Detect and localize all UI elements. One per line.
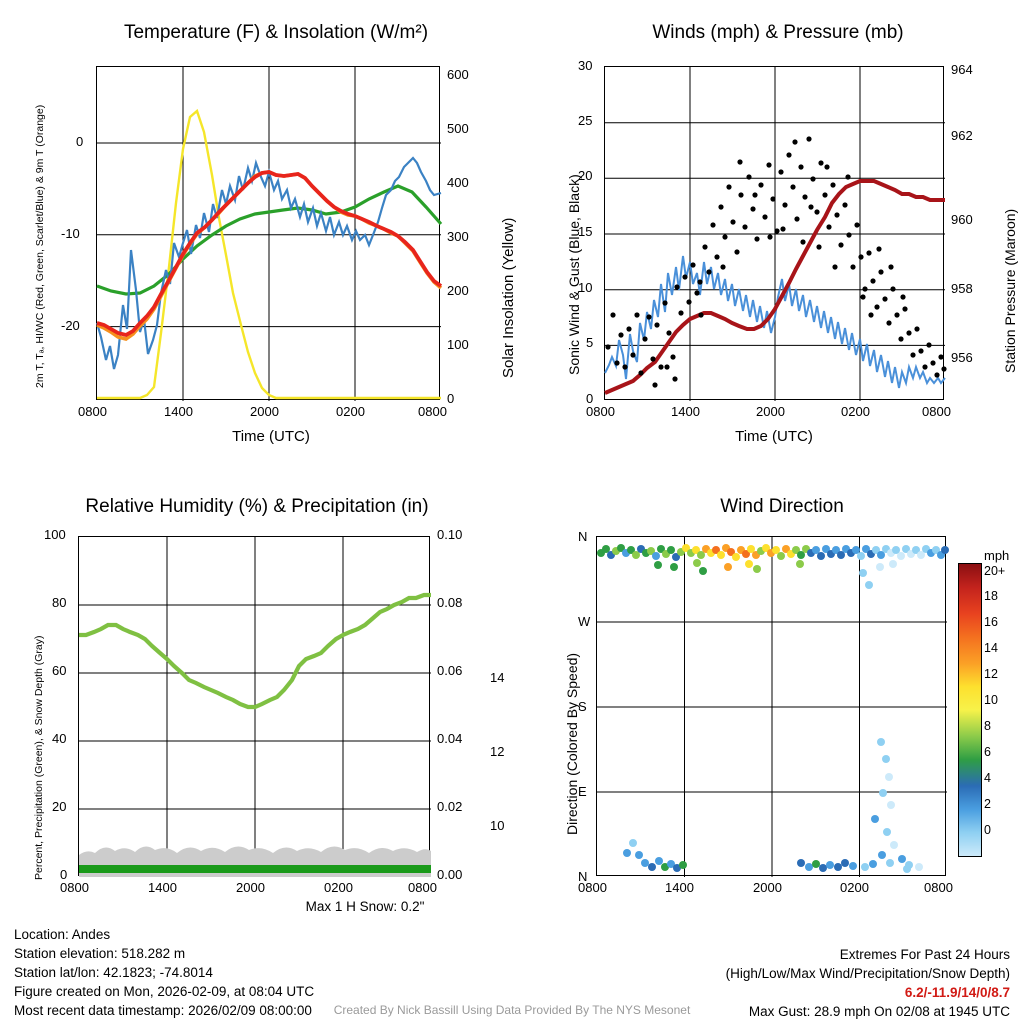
wind-direction-plot-area: [596, 536, 946, 876]
wind-ytick-right-1: 958: [951, 281, 973, 296]
humidity-plot-svg: [79, 537, 431, 877]
wind-ytick-left-6: 30: [578, 58, 593, 73]
humidity-title: Relative Humidity (%) & Precipitation (in): [85, 496, 429, 517]
wind-ytick-left-1: 5: [586, 335, 594, 350]
temp-ytick-right-0: 0: [447, 391, 455, 406]
wind-ytick-left-4: 20: [578, 168, 593, 183]
wind-ytick-left-2: 10: [578, 280, 593, 295]
temperature-plot-svg: [97, 67, 441, 401]
humidity-plot-area: [78, 536, 430, 876]
dir-ytick-0: N: [578, 529, 588, 544]
rh-ytick-right-4: 0.08: [437, 595, 463, 610]
temp-xtick-1: 1400: [164, 404, 193, 419]
dir-xtick-3: 0200: [840, 880, 869, 895]
max-gust-text: Max Gust: 28.9 mph On 02/08 at 1945 UTC: [748, 1004, 1010, 1019]
temp-ytick-right-1: 100: [447, 337, 469, 352]
rh-ytick-left-5: 100: [44, 527, 66, 542]
temp-ytick-left-2: 0: [76, 134, 84, 149]
rh-ytick-far-1: 12: [490, 744, 505, 759]
winds-title: Winds (mph) & Pressure (mb): [652, 22, 904, 43]
temp-xtick-0: 0800: [78, 404, 107, 419]
rh-ytick-right-1: 0.02: [437, 799, 463, 814]
wind-ytick-right-4: 964: [951, 62, 973, 77]
colorbar-label-0: 20+: [984, 564, 1006, 578]
extremes-values: 6.2/-11.9/14/0/8.7: [904, 985, 1010, 1000]
colorbar-label-2: 16: [984, 615, 998, 629]
wind-xtick-0: 0800: [586, 404, 615, 419]
rh-ytick-left-2: 40: [52, 731, 67, 746]
rh-ytick-right-0: 0.00: [437, 867, 463, 882]
colorbar-title: mph: [984, 548, 1010, 563]
rh-subcaption: Max 1 H Snow: 0.2": [305, 899, 425, 914]
footer-elevation: Station elevation: 518.282 m: [14, 946, 186, 961]
colorbar-label-3: 14: [984, 641, 998, 655]
footer-figure-created: Figure created on Mon, 2026-02-09, at 08:04 UTC: [14, 984, 315, 999]
temperature-title: Temperature (F) & Insolation (W/m²): [123, 22, 429, 43]
direction-scatter: [597, 544, 949, 873]
dir-xtick-2: 2000: [753, 880, 782, 895]
rh-xtick-3: 0200: [324, 880, 353, 895]
rh-ytick-left-1: 20: [52, 799, 67, 814]
dir-ytick-3: E: [578, 784, 587, 799]
wind-ytick-right-2: 960: [951, 212, 973, 227]
footer-latlon: Station lat/lon: 42.1823; -74.8014: [14, 965, 213, 980]
rh-xtick-2: 2000: [236, 880, 265, 895]
temp-ytick-right-3: 300: [447, 229, 469, 244]
colorbar-label-1: 18: [984, 589, 998, 603]
temp-xtick-2: 2000: [250, 404, 279, 419]
dir-ytick-2: S: [578, 699, 587, 714]
dir-ytick-4: N: [578, 869, 588, 884]
temp-ytick-left-1: -10: [61, 226, 80, 241]
extremes-heading: Extremes For Past 24 Hours: [839, 947, 1010, 962]
wind-ytick-left-0: 0: [586, 391, 594, 406]
colorbar-label-4: 12: [984, 667, 998, 681]
rh-ytick-right-3: 0.06: [437, 663, 463, 678]
temp-xtick-3: 0200: [336, 404, 365, 419]
temp-xlabel: Time (UTC): [232, 428, 310, 445]
credit-line: Created By Nick Bassill Using Data Provided By The NYS Mesonet: [333, 1003, 691, 1017]
colorbar-label-10: 0: [984, 823, 991, 837]
rh-ytick-left-4: 80: [52, 595, 67, 610]
wind-xtick-1: 1400: [671, 404, 700, 419]
colorbar-label-9: 2: [984, 797, 991, 811]
colorbar-label-8: 4: [984, 771, 991, 785]
temp-ytick-right-4: 400: [447, 175, 469, 190]
wind-ytick-left-3: 15: [578, 224, 593, 239]
wind-xtick-3: 0200: [841, 404, 870, 419]
humidity-ylabel-left: Percent, Precipitation (Green), & Snow Depth (Gray): [33, 635, 45, 880]
wind-direction-ylabel: Direction (Colored By Speed): [564, 652, 580, 835]
dir-xtick-4: 0800: [924, 880, 953, 895]
rh-xtick-1: 1400: [148, 880, 177, 895]
dir-ytick-1: W: [578, 614, 591, 629]
footer-location: Location: Andes: [14, 927, 111, 942]
dir-xtick-0: 0800: [578, 880, 607, 895]
wind-direction-title: Wind Direction: [720, 496, 844, 517]
rh-ytick-right-5: 0.10: [437, 527, 463, 542]
temp-ytick-right-5: 500: [447, 121, 469, 136]
wind-ytick-right-0: 956: [951, 350, 973, 365]
colorbar-label-6: 8: [984, 719, 991, 733]
temp-ytick-left-0: -20: [61, 318, 80, 333]
extremes-subheading: (High/Low/Max Wind/Precipitation/Snow Depth): [725, 966, 1010, 981]
rh-ytick-far-2: 14: [490, 670, 505, 685]
footer-data-timestamp: Most recent data timestamp: 2026/02/09 08:00:00: [14, 1003, 312, 1018]
rh-ytick-left-0: 0: [60, 867, 68, 882]
temperature-plot-area: [96, 66, 440, 400]
winds-ylabel-right: Station Pressure (Maroon): [1002, 208, 1018, 373]
colorbar-label-5: 10: [984, 693, 998, 707]
temperature-ylabel-right: Solar Insolation (Yellow): [500, 217, 517, 378]
temp-xtick-4: 0800: [418, 404, 447, 419]
wind-xtick-2: 2000: [756, 404, 785, 419]
winds-ylabel-left: Sonic Wind & Gust (Blue, Black): [566, 174, 582, 375]
rh-ytick-right-2: 0.04: [437, 731, 463, 746]
winds-plot-area: [604, 66, 944, 400]
gust-scatter: [605, 136, 946, 387]
wind-ytick-right-3: 962: [951, 128, 973, 143]
rh-ytick-left-3: 60: [52, 663, 67, 678]
temp-ytick-right-6: 600: [447, 67, 469, 82]
rh-ytick-far-0: 10: [490, 818, 505, 833]
temperature-ylabel-left: 2m T, Tₐ, HI/WC (Red, Green, Scarlet/Blue) & 9m T (Orange): [34, 104, 46, 388]
wind-xlabel: Time (UTC): [735, 428, 813, 445]
rh-xtick-0: 0800: [60, 880, 89, 895]
winds-plot-svg: [605, 67, 945, 401]
colorbar-label-7: 6: [984, 745, 991, 759]
rh-xtick-4: 0800: [408, 880, 437, 895]
wind-xtick-4: 0800: [922, 404, 951, 419]
wind-ytick-left-5: 25: [578, 113, 593, 128]
speed-colorbar: [958, 563, 982, 857]
temp-ytick-right-2: 200: [447, 283, 469, 298]
wind-direction-plot-svg: [597, 537, 947, 877]
dir-xtick-1: 1400: [665, 880, 694, 895]
